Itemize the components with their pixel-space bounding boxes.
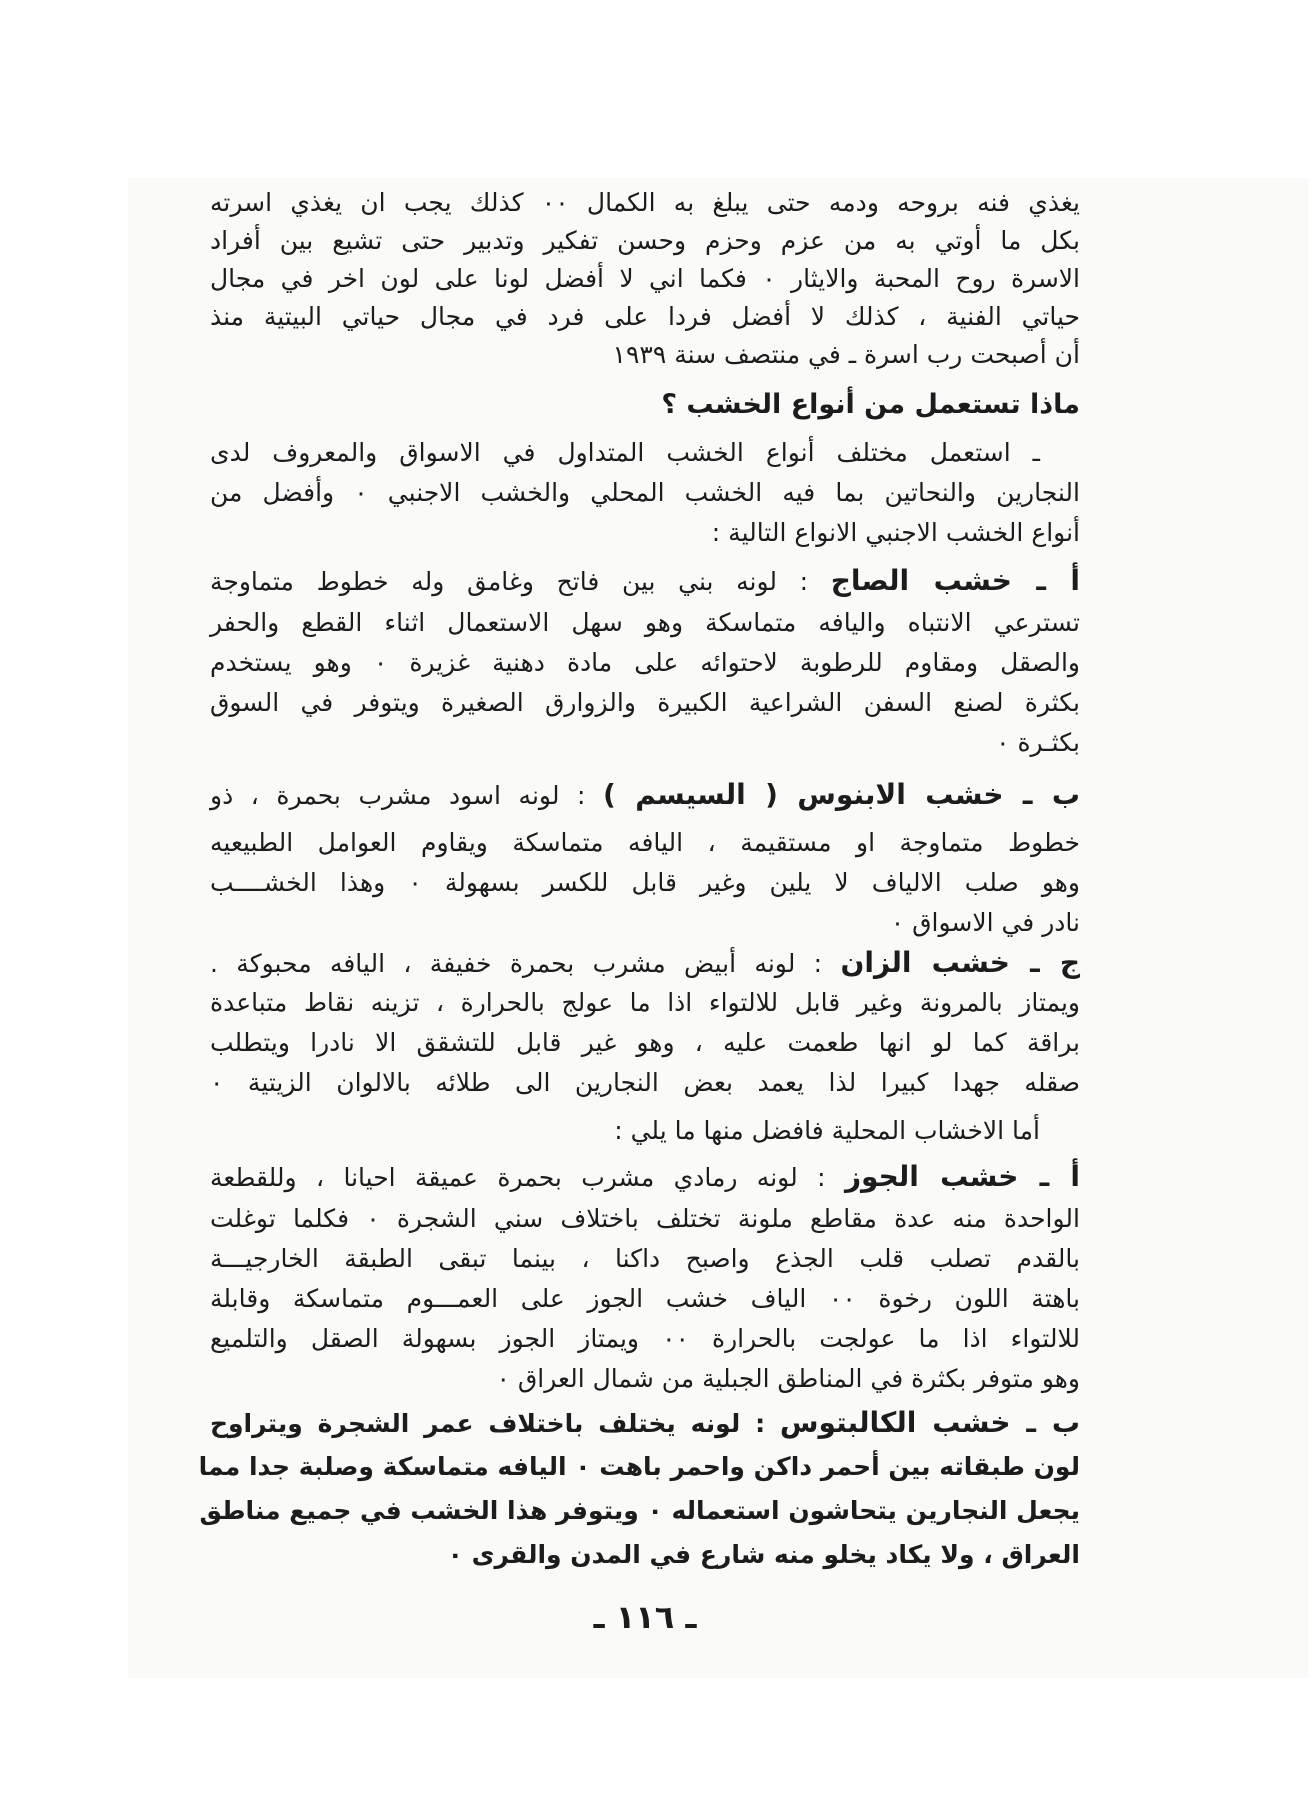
intro-line: الاسرة روح المحبة والايثار ٠ فكما اني لا أفضل لونا على لون اخر في مجال (210, 264, 1080, 293)
walnut-line: الواحدة منه عدة مقاطع ملونة تختلف باختلاف سني الشجرة ٠ فكلما توغلت (210, 1204, 1080, 1233)
ebony-line: خطوط متماوجة او مستقيمة ، اليافه متماسكة ويقاوم العوامل الطبيعيه (210, 828, 1080, 857)
answer-line: النجارين والنحاتين بما فيه الخشب المحلي والخشب الاجنبي ٠ وأفضل من (210, 478, 1080, 507)
walnut-line: وهو متوفر بكثرة في المناطق الجبلية من شمال العراق ٠ (496, 1364, 1080, 1393)
document-page (198, 178, 1080, 1678)
local-woods-intro: أما الاخشاب المحلية فافضل منها ما يلي : (614, 1116, 1040, 1145)
intro-line: حياتي الفنية ، كذلك لا أفضل فردا على فرد في مجال حياتي البيتية منذ (210, 302, 1080, 331)
wood-description: : لونه أبيض مشرب بحمرة خفيفة ، اليافه محبوكة . (210, 949, 823, 978)
answer-line: أنواع الخشب الاجنبي الانواع التالية : (711, 518, 1080, 547)
wood-term: ب ـ خشب الكالبتوس (779, 1406, 1080, 1439)
wood-description: : لونه رمادي مشرب بحمرة عميقة احيانا ، وللقطعة (210, 1163, 826, 1192)
wood-term: أ ـ خشب الصاج (830, 564, 1080, 597)
wood-description: : لونه يختلف باختلاف عمر الشجرة ويتراوح (210, 1409, 766, 1438)
wood-entry-eucalyptus (210, 1398, 1080, 1448)
intro-line: أن أصبحت رب اسرة ـ في منتصف سنة ١٩٣٩ (612, 340, 1080, 369)
eucalyptus-line: يجعل النجارين يتحاشون استعماله ٠ ويتوفر هذا الخشب في جميع مناطق (199, 1496, 1080, 1525)
wood-term: ب ـ خشب الابنوس ( السيسم ) (603, 778, 1080, 811)
answer-line: ـ استعمل مختلف أنواع الخشب المتداول في الاسواق والمعروف لدى (210, 438, 1040, 467)
section-heading: ماذا تستعمل من أنواع الخشب ؟ (661, 389, 1080, 420)
teak-line: بكثرة لصنع السفن الشراعية الكبيرة والزوارق الصغيرة ويتوفر في السوق (210, 688, 1080, 717)
walnut-line: بالقدم تصلب قلب الجذع واصبح داكنا ، بينما تبقى الطبقة الخارجيـــة (210, 1244, 1080, 1273)
beech-line: براقة كما لو انها طعمت عليه ، وهو غير قابل للتشقق الا نادرا ويتطلب (210, 1028, 1080, 1057)
teak-line: تسترعي الانتباه واليافه متماسكة وهو سهل الاستعمال اثناء القطع والحفر (210, 608, 1080, 637)
ebony-line: نادر في الاسواق ٠ (890, 908, 1080, 937)
wood-term: أ ـ خشب الجوز (844, 1160, 1080, 1193)
teak-line: بكثـرة ٠ (996, 728, 1080, 757)
eucalyptus-line: العراق ، ولا يكاد يخلو منه شارع في المدن والقرى ٠ (447, 1540, 1080, 1569)
walnut-line: للالتواء اذا ما عولجت بالحرارة ٠٠ ويمتاز الجوز بسهولة الصقل والتلميع (210, 1324, 1080, 1353)
wood-description: : لونه بني بين فاتح وغامق وله خطوط متماوجة (210, 567, 809, 596)
walnut-line: باهتة اللون رخوة ٠٠ الياف خشب الجوز على العمـــوم متماسكة وقابلة (210, 1284, 1080, 1313)
wood-entry-ebony (210, 770, 1080, 820)
teak-line: والصقل ومقاوم للرطوبة لاحتوائه على مادة دهنية غزيرة ٠ وهو يستخدم (210, 648, 1080, 677)
beech-line: ويمتاز بالمرونة وغير قابل للالتواء اذا ما عولج بالحرارة ، تزينه نقاط متباعدة (210, 988, 1080, 1017)
ebony-line: وهو صلب الالياف لا يلين وغير قابل للكسر بسهولة ٠ وهذا الخشــــب (210, 868, 1080, 897)
eucalyptus-line: لون طبقاته بين أحمر داكن واحمر باهت ٠ اليافه متماسكة وصلبة جدا مما (198, 1452, 1080, 1481)
intro-line: يغذي فنه بروحه ودمه حتى يبلغ به الكمال ٠٠ كذلك يجب ان يغذي اسرته (210, 188, 1080, 217)
wood-term: ج ـ خشب الزان (840, 946, 1080, 979)
wood-description: : لونه اسود مشرب بحمرة ، ذو (210, 781, 586, 810)
intro-line: بكل ما أوتي به من عزم وحزم وحسن تفكير وتدبير حتى تشيع بين أفراد (210, 226, 1080, 255)
beech-line: صقله جهدا كبيرا لذا يعمد بعض النجارين الى طلائه بالالوان الزيتية ٠ (210, 1068, 1080, 1097)
page-number: ـ ١١٦ ـ (593, 1598, 697, 1636)
